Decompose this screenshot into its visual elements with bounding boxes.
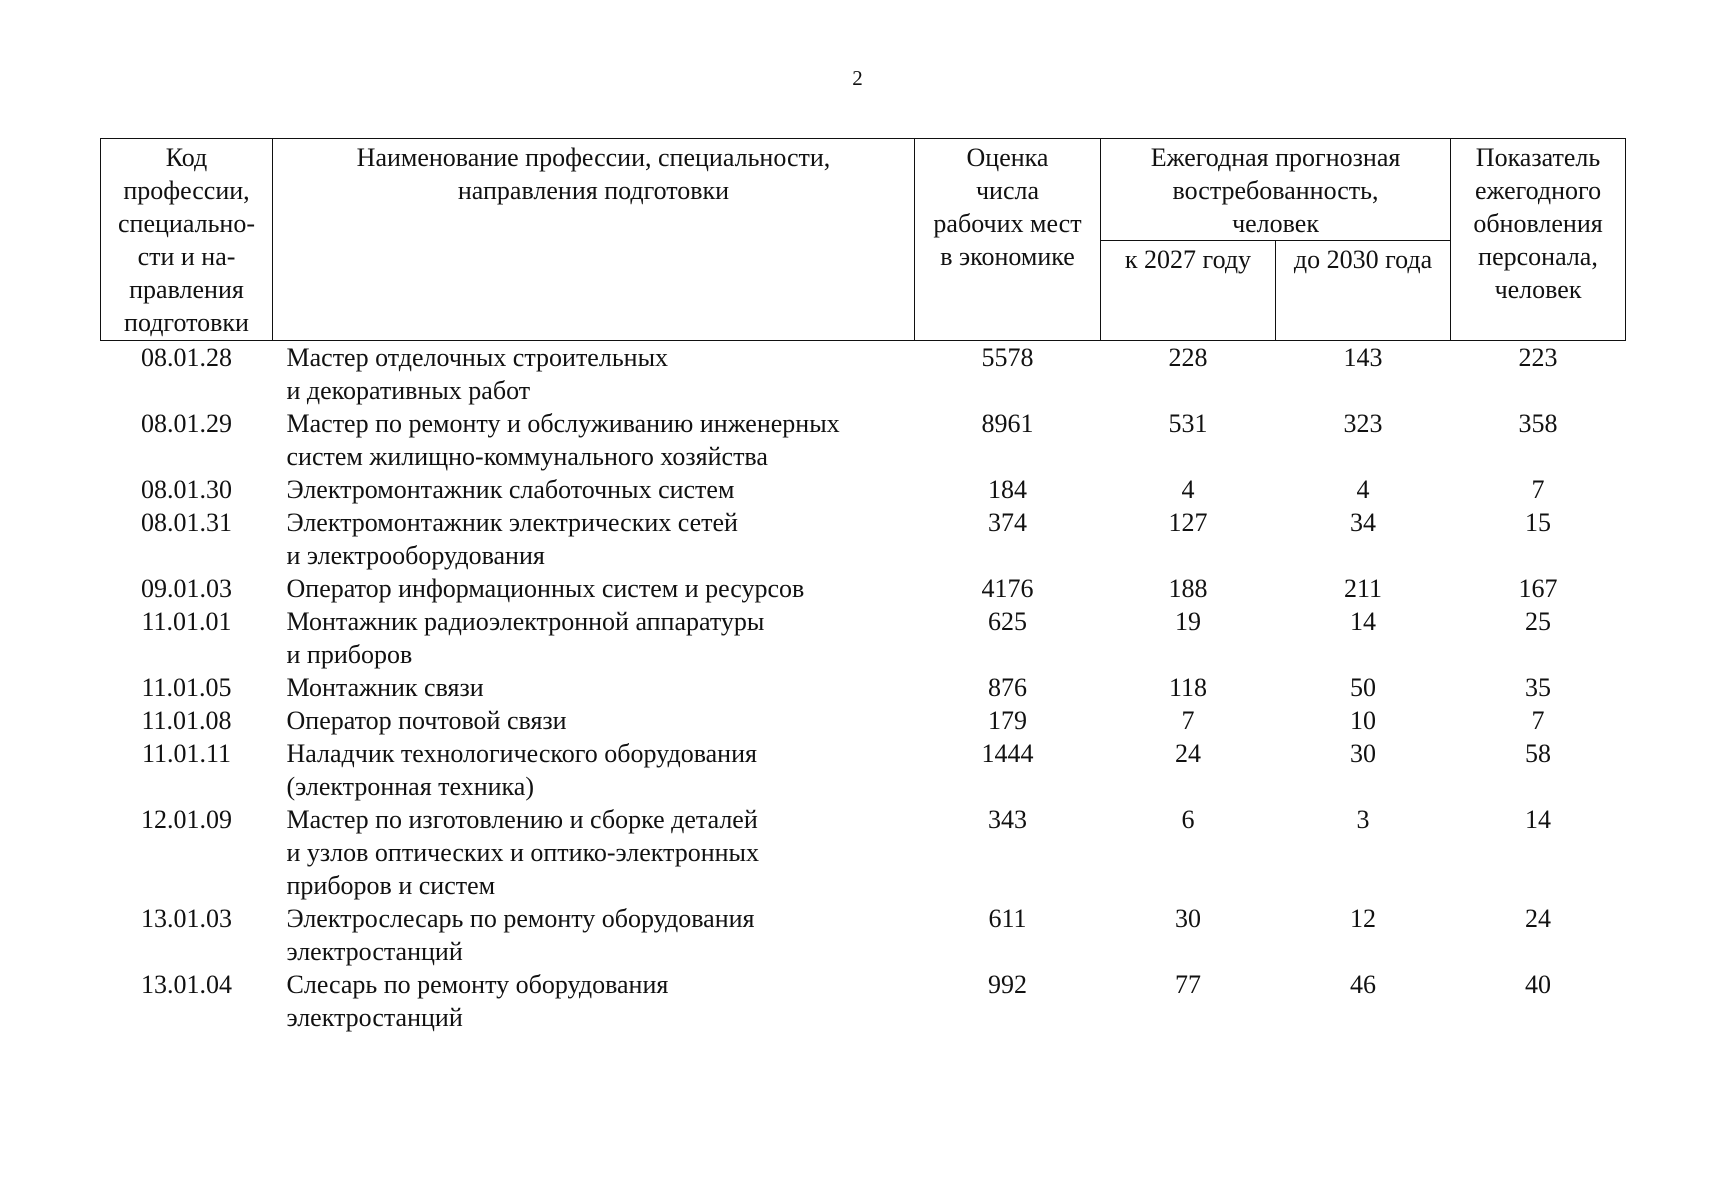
cell-name: [273, 407, 915, 473]
cell-update: 40: [1525, 970, 1552, 999]
cell-update: 35: [1525, 673, 1552, 702]
cell-name-line: Мастер по изготовлению и сборке деталей: [286, 805, 758, 834]
header-jobs: [915, 139, 1101, 341]
header-update-line: Показатель: [1475, 143, 1601, 172]
header-code-line: профессии,: [123, 176, 250, 205]
cell-year-2027: 188: [1168, 574, 1208, 603]
cell-name-line: Оператор почтовой связи: [286, 706, 567, 735]
cell-name-line: Слесарь по ремонту оборудования: [286, 970, 669, 999]
cell-jobs: 8961: [981, 409, 1034, 438]
header-update-line: персонала,: [1478, 242, 1598, 271]
cell-name: [273, 704, 915, 737]
cell-code: 08.01.30: [141, 475, 232, 504]
table-row: [101, 704, 1626, 737]
cell-name-line: приборов и систем: [286, 871, 496, 900]
header-jobs-line: рабочих мест: [933, 209, 1082, 238]
table-row: [101, 506, 1626, 572]
cell-name-line: Электромонтажник слаботочных систем: [286, 475, 735, 504]
cell-name-line: (электронная техника): [286, 772, 534, 801]
header-demand-line: человек: [1232, 209, 1319, 238]
cell-name-line: Монтажник радиоэлектронной аппаратуры: [286, 607, 765, 636]
cell-update: 25: [1525, 607, 1552, 636]
cell-jobs: 343: [988, 805, 1027, 834]
cell-code: 13.01.03: [141, 904, 232, 933]
table-row: [101, 803, 1626, 902]
table-row: [101, 407, 1626, 473]
cell-year-2030: 50: [1350, 673, 1376, 702]
header-jobs-line: в экономике: [940, 242, 1075, 271]
cell-code: 08.01.28: [141, 343, 232, 372]
cell-year-2030: 10: [1350, 706, 1376, 735]
cell-code: 09.01.03: [141, 574, 232, 603]
cell-year-2030: 143: [1343, 343, 1383, 372]
cell-year-2030: 3: [1356, 805, 1370, 834]
cell-year-2027: 7: [1181, 706, 1195, 735]
cell-year-2027: 24: [1175, 739, 1201, 768]
cell-code: 12.01.09: [141, 805, 232, 834]
cell-name: [273, 803, 915, 902]
cell-name: [273, 572, 915, 605]
cell-update: 167: [1518, 574, 1558, 603]
header-demand-line: Ежегодная прогнозная: [1150, 143, 1401, 172]
header-year-2027: к 2027 году: [1101, 241, 1276, 341]
professions-table: [100, 138, 1626, 1034]
cell-jobs: 1444: [981, 739, 1034, 768]
cell-year-2030: 4: [1356, 475, 1370, 504]
cell-name: [273, 671, 915, 704]
cell-name: [273, 968, 915, 1034]
cell-year-2030: 34: [1350, 508, 1376, 537]
table-row: [101, 605, 1626, 671]
cell-name: [273, 341, 915, 408]
cell-year-2030: 14: [1350, 607, 1376, 636]
cell-name-line: Электрослесарь по ремонту оборудования: [286, 904, 755, 933]
cell-code: 11.01.08: [141, 706, 232, 735]
cell-update: 358: [1518, 409, 1558, 438]
cell-update: 58: [1525, 739, 1552, 768]
cell-year-2030: 211: [1343, 574, 1383, 603]
header-code-line: подготовки: [124, 308, 249, 337]
cell-update: 7: [1531, 706, 1545, 735]
cell-name-line: электростанций: [286, 937, 463, 966]
header-update: [1451, 139, 1626, 341]
cell-update: 7: [1531, 475, 1545, 504]
cell-name: [273, 605, 915, 671]
cell-year-2027: 77: [1175, 970, 1201, 999]
cell-name-line: Мастер по ремонту и обслуживанию инженерных: [286, 409, 840, 438]
table-header: [101, 139, 1626, 341]
cell-jobs: 611: [988, 904, 1027, 933]
cell-year-2027: 19: [1175, 607, 1201, 636]
cell-update: 223: [1518, 343, 1558, 372]
cell-name: [273, 473, 915, 506]
cell-name-line: систем жилищно-коммунального хозяйства: [286, 442, 768, 471]
cell-code: 13.01.04: [141, 970, 232, 999]
cell-name-line: электростанций: [286, 1003, 463, 1032]
cell-year-2027: 6: [1181, 805, 1195, 834]
cell-year-2027: 228: [1168, 343, 1208, 372]
cell-jobs: 374: [988, 508, 1027, 537]
cell-name-line: и декоративных работ: [286, 376, 531, 405]
header-name-line: направления подготовки: [457, 176, 730, 205]
cell-year-2027: 118: [1168, 673, 1208, 702]
header-name: [273, 139, 915, 341]
header-code-line: правления: [129, 275, 244, 304]
table-row: [101, 341, 1626, 408]
header-year-2030: до 2030 года: [1276, 241, 1451, 341]
header-name-line: Наименование профессии, специальности,: [356, 143, 831, 172]
cell-code: 08.01.29: [141, 409, 232, 438]
cell-jobs: 179: [988, 706, 1027, 735]
cell-year-2030: 12: [1350, 904, 1376, 933]
cell-jobs: 5578: [981, 343, 1034, 372]
cell-code: 11.01.01: [141, 607, 232, 636]
table-row: [101, 572, 1626, 605]
cell-jobs: 184: [988, 475, 1027, 504]
cell-code: 11.01.11: [141, 739, 232, 768]
cell-name-line: Наладчик технологического оборудования: [286, 739, 757, 768]
header-demand: [1101, 139, 1451, 241]
cell-name-line: Электромонтажник электрических сетей: [286, 508, 738, 537]
page-number: 2: [852, 66, 863, 90]
cell-year-2027: 127: [1168, 508, 1208, 537]
cell-jobs: 876: [988, 673, 1027, 702]
header-code-line: Код: [165, 143, 208, 172]
cell-jobs: 4176: [981, 574, 1034, 603]
header-update-line: человек: [1494, 275, 1582, 304]
header-code-line: сти и на-: [137, 242, 236, 271]
table-row: [101, 902, 1626, 968]
header-code: [101, 139, 273, 341]
cell-update: 15: [1525, 508, 1552, 537]
cell-name-line: Мастер отделочных строительных: [286, 343, 669, 372]
cell-name-line: Монтажник связи: [286, 673, 484, 702]
cell-year-2030: 46: [1350, 970, 1376, 999]
cell-code: 11.01.05: [141, 673, 232, 702]
header-update-line: ежегодного: [1474, 176, 1602, 205]
header-demand-line: востребованность,: [1172, 176, 1379, 205]
cell-name-line: Оператор информационных систем и ресурсов: [286, 574, 805, 603]
cell-name-line: и узлов оптических и оптико-электронных: [286, 838, 760, 867]
cell-year-2027: 531: [1168, 409, 1208, 438]
header-update-line: обновления: [1473, 209, 1603, 238]
table-row: [101, 671, 1626, 704]
cell-name-line: и приборов: [286, 640, 413, 669]
cell-name: [273, 902, 915, 968]
cell-year-2030: 323: [1343, 409, 1383, 438]
table-row: [101, 737, 1626, 803]
cell-name: [273, 737, 915, 803]
cell-name: [273, 506, 915, 572]
cell-year-2027: 4: [1181, 475, 1195, 504]
cell-year-2030: 30: [1350, 739, 1376, 768]
cell-jobs: 625: [988, 607, 1027, 636]
header-jobs-line: числа: [975, 176, 1040, 205]
header-jobs-line: Оценка: [966, 143, 1049, 172]
cell-year-2027: 30: [1175, 904, 1201, 933]
header-code-line: специально-: [118, 209, 255, 238]
table-row: [101, 473, 1626, 506]
table-body: [101, 341, 1626, 1035]
cell-jobs: 992: [988, 970, 1027, 999]
cell-name-line: и электрооборудования: [286, 541, 545, 570]
cell-update: 14: [1525, 805, 1552, 834]
cell-update: 24: [1525, 904, 1552, 933]
cell-code: 08.01.31: [141, 508, 232, 537]
table-row: [101, 968, 1626, 1034]
